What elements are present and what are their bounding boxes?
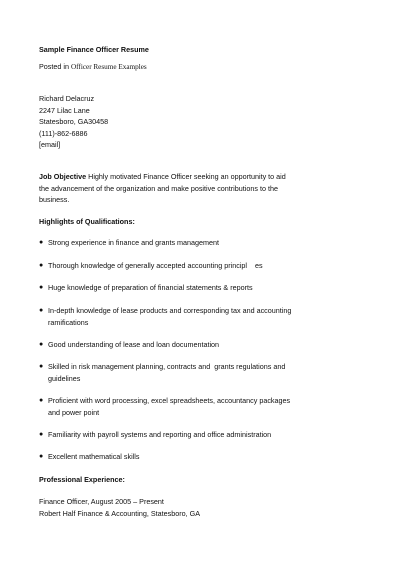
- contact-phone: (111)-862-6886: [39, 129, 88, 138]
- job-objective: [39, 171, 369, 206]
- bullet-icon: ●: [39, 239, 44, 246]
- qualification-item: ● Proficient with word processing, excel spreadsheets, accountancy packages and power point: [39, 396, 291, 417]
- bullet-icon: ●: [39, 262, 44, 269]
- experience-line-1: Finance Officer, August 2005 – Present: [39, 497, 164, 506]
- contact-email: [email]: [39, 140, 61, 149]
- bullet-icon: ●: [39, 453, 44, 460]
- posted-in: [39, 62, 147, 72]
- experience-heading: Professional Experience:: [39, 475, 125, 484]
- contact-name: Richard Delacruz: [39, 94, 95, 103]
- objective-label: Job Objective: [39, 172, 87, 181]
- qualification-item: ● Strong experience in finance and grants management: [39, 238, 220, 247]
- posted-category-link[interactable]: Officer Resume Examples: [70, 63, 147, 71]
- objective-line-1: Highly motivated Finance Officer seeking an opportunity to aid: [86, 172, 286, 181]
- bullet-icon: ●: [39, 284, 44, 291]
- qualification-item: ● In-depth knowledge of lease products and corresponding tax and accounting ramifications: [39, 306, 292, 327]
- qualification-item: ● Skilled in risk management planning, contracts and grants regulations and guidelines: [39, 362, 286, 383]
- experience-line-2: Robert Half Finance & Accounting, Statesboro, GA: [39, 509, 201, 518]
- bullet-icon: ●: [39, 363, 44, 370]
- posted-prefix: Posted in: [39, 62, 71, 71]
- bullet-icon: ●: [39, 341, 44, 348]
- bullet-icon: ●: [39, 397, 44, 404]
- qualifications-heading: Highlights of Qualifications:: [39, 217, 135, 226]
- qualification-item: ● Thorough knowledge of generally accepted accounting principl es: [39, 261, 263, 270]
- objective-line-2: the advancement of the organization and make positive contributions to the: [39, 183, 278, 193]
- qualification-item: ● Huge knowledge of preparation of financial statements & reports: [39, 283, 253, 292]
- contact-city: Statesboro, GA30458: [39, 117, 109, 126]
- qualification-item: ● Familiarity with payroll systems and reporting and office administration: [39, 430, 272, 439]
- bullet-icon: ●: [39, 307, 44, 314]
- qualification-item: ● Good understanding of lease and loan documentation: [39, 340, 220, 349]
- objective-line-3: business.: [39, 195, 70, 204]
- bullet-icon: ●: [39, 431, 44, 438]
- contact-street: 2247 Lilac Lane: [39, 106, 90, 115]
- document-title: Sample Finance Officer Resume: [39, 45, 149, 54]
- qualification-item: ● Excellent mathematical skills: [39, 452, 140, 461]
